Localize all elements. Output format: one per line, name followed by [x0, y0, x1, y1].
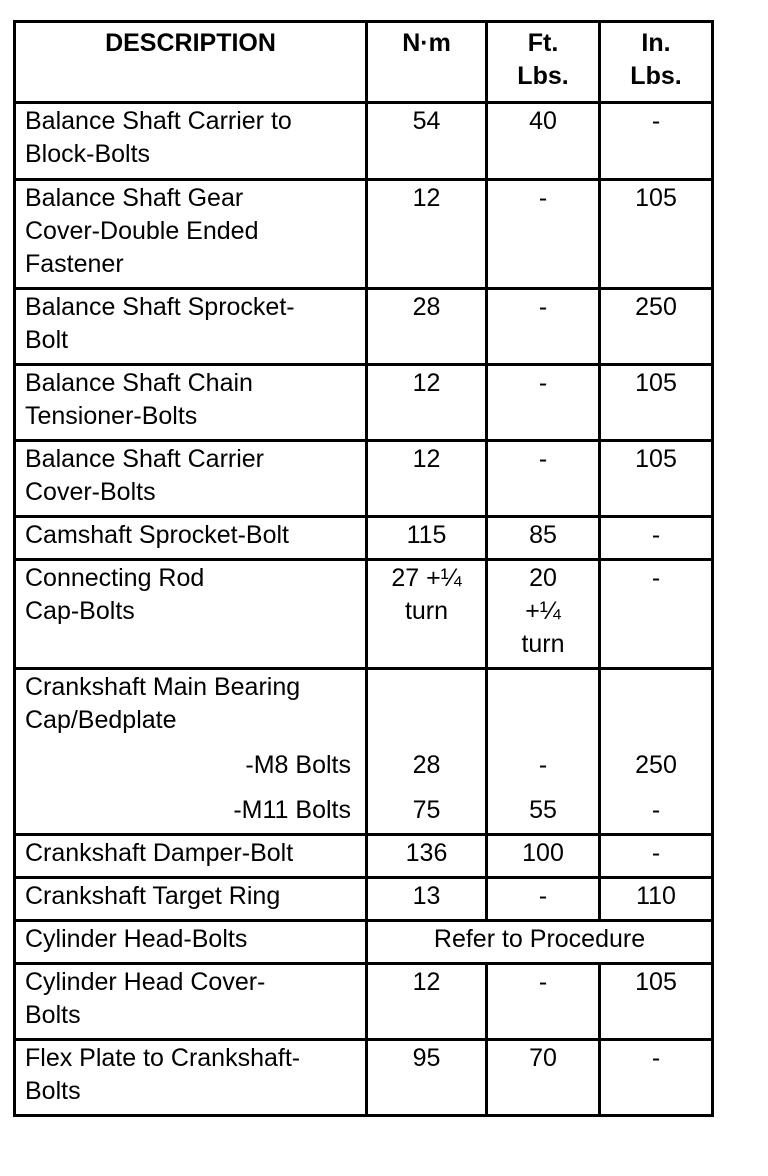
- cell-ft-line: 20: [529, 564, 557, 592]
- sub-nm-value: 75: [412, 796, 441, 824]
- description-line: Balance Shaft Sprocket-: [25, 293, 295, 321]
- description-line: Cylinder Head-Bolts: [25, 925, 248, 953]
- description-line: Block-Bolts: [25, 140, 151, 168]
- cell-ft-lbs: [487, 669, 600, 835]
- sub-ft-value: -: [538, 751, 548, 779]
- table-row: [15, 517, 713, 560]
- cell-in-lbs: [600, 669, 713, 835]
- table-row: [15, 669, 713, 835]
- table-row: [15, 835, 713, 878]
- description-line: Cap/Bedplate: [25, 706, 177, 734]
- header-in-label-2: Lbs.: [630, 62, 682, 90]
- row-description: [15, 921, 367, 964]
- cell-in-lbs: -: [600, 835, 713, 878]
- procedure-note: Refer to Procedure: [367, 921, 713, 964]
- cell-nm: 12: [367, 365, 487, 441]
- cell-in-lbs: -: [600, 1040, 713, 1116]
- description-line: Cover-Double Ended: [25, 217, 259, 245]
- table-row: [15, 103, 713, 180]
- cell-nm: 12: [367, 441, 487, 517]
- cell-in-lbs: 105: [600, 964, 713, 1040]
- cell-nm-line: turn: [404, 597, 449, 625]
- header-nm-label: N·m: [402, 29, 451, 57]
- row-description: [15, 878, 367, 921]
- description-line: Flex Plate to Crankshaft-: [25, 1044, 301, 1072]
- cell-ft-lbs: -: [487, 289, 600, 365]
- cell-ft-lbs: -: [487, 365, 600, 441]
- cell-in-lbs: 105: [600, 365, 713, 441]
- header-row: [15, 22, 713, 103]
- cell-in-lbs: 110: [600, 878, 713, 921]
- description-line: Cover-Bolts: [25, 478, 156, 506]
- header-description: [15, 22, 367, 103]
- sub-in-value: -: [651, 796, 661, 824]
- cell-in-lbs: 250: [600, 289, 713, 365]
- row-description: [15, 180, 367, 289]
- table-row: [15, 180, 713, 289]
- cell-ft-lbs: -: [487, 180, 600, 289]
- table-row: [15, 878, 713, 921]
- row-description: [15, 964, 367, 1040]
- row-description: [15, 835, 367, 878]
- cell-in-lbs: -: [600, 560, 713, 669]
- description-line: Crankshaft Main Bearing: [25, 673, 301, 701]
- description-line: Tensioner-Bolts: [25, 402, 198, 430]
- description-line: Bolts: [25, 1077, 81, 1105]
- description-line: Crankshaft Damper-Bolt: [25, 839, 294, 867]
- cell-nm: 12: [367, 964, 487, 1040]
- cell-ft-line: turn: [521, 630, 565, 658]
- description-line: Bolts: [25, 1001, 81, 1029]
- description-line: Balance Shaft Carrier to: [25, 107, 292, 135]
- cell-nm: [367, 560, 487, 669]
- row-description: [15, 441, 367, 517]
- cell-in-lbs: -: [600, 517, 713, 560]
- header-in-lbs: [600, 22, 713, 103]
- cell-ft-lbs: -: [487, 878, 600, 921]
- cell-ft-lbs: [487, 560, 600, 669]
- sub-ft-value: 55: [529, 796, 557, 824]
- cell-ft-lbs: 70: [487, 1040, 600, 1116]
- table-row: [15, 921, 713, 964]
- header-description-label: DESCRIPTION: [105, 29, 276, 57]
- table-row: [15, 365, 713, 441]
- cell-ft-lbs: 40: [487, 103, 600, 180]
- cell-ft-lbs: -: [487, 441, 600, 517]
- table-row: [15, 1040, 713, 1116]
- cell-in-lbs: 105: [600, 180, 713, 289]
- cell-nm: 13: [367, 878, 487, 921]
- cell-nm: [367, 669, 487, 835]
- cell-in-lbs: -: [600, 103, 713, 180]
- description-line: Camshaft Sprocket-Bolt: [25, 521, 289, 549]
- row-description: [15, 289, 367, 365]
- cell-nm: 54: [367, 103, 487, 180]
- table-row: [15, 964, 713, 1040]
- sub-nm-value: 28: [412, 751, 441, 779]
- table-row: [15, 560, 713, 669]
- sub-in-value: 250: [635, 751, 677, 779]
- cell-nm: 136: [367, 835, 487, 878]
- cell-nm: 12: [367, 180, 487, 289]
- cell-nm: 28: [367, 289, 487, 365]
- description-line: Balance Shaft Gear: [25, 184, 244, 212]
- sub-item-label: -M8 Bolts: [245, 751, 351, 779]
- description-line: Fastener: [25, 250, 124, 278]
- cell-ft-lbs: 85: [487, 517, 600, 560]
- cell-ft-lbs: -: [487, 964, 600, 1040]
- header-ft-label-2: Lbs.: [517, 62, 569, 90]
- cell-ft-lbs: 100: [487, 835, 600, 878]
- row-description: [15, 517, 367, 560]
- cell-ft-line: +¼: [525, 597, 561, 625]
- description-line: Connecting Rod: [25, 564, 205, 592]
- table-row: [15, 441, 713, 517]
- row-description: [15, 1040, 367, 1116]
- description-line: Cap-Bolts: [25, 597, 135, 625]
- header-ft-label-1: Ft.: [527, 29, 559, 57]
- table-row: [15, 289, 713, 365]
- cell-nm: 95: [367, 1040, 487, 1116]
- description-line: Crankshaft Target Ring: [25, 882, 281, 910]
- row-description: [15, 669, 367, 835]
- header-in-label-1: In.: [641, 29, 671, 57]
- row-description: [15, 365, 367, 441]
- torque-spec-table: [13, 20, 714, 1117]
- cell-in-lbs: 105: [600, 441, 713, 517]
- description-line: Bolt: [25, 326, 69, 354]
- description-line: Cylinder Head Cover-: [25, 968, 266, 996]
- cell-nm: 115: [367, 517, 487, 560]
- description-line: Balance Shaft Carrier: [25, 445, 265, 473]
- header-ft-lbs: [487, 22, 600, 103]
- row-description: [15, 560, 367, 669]
- sub-item-label: -M11 Bolts: [233, 796, 351, 824]
- row-description: [15, 103, 367, 180]
- header-nm: [367, 22, 487, 103]
- cell-nm-line: 27 +¼: [391, 564, 462, 592]
- description-line: Balance Shaft Chain: [25, 369, 253, 397]
